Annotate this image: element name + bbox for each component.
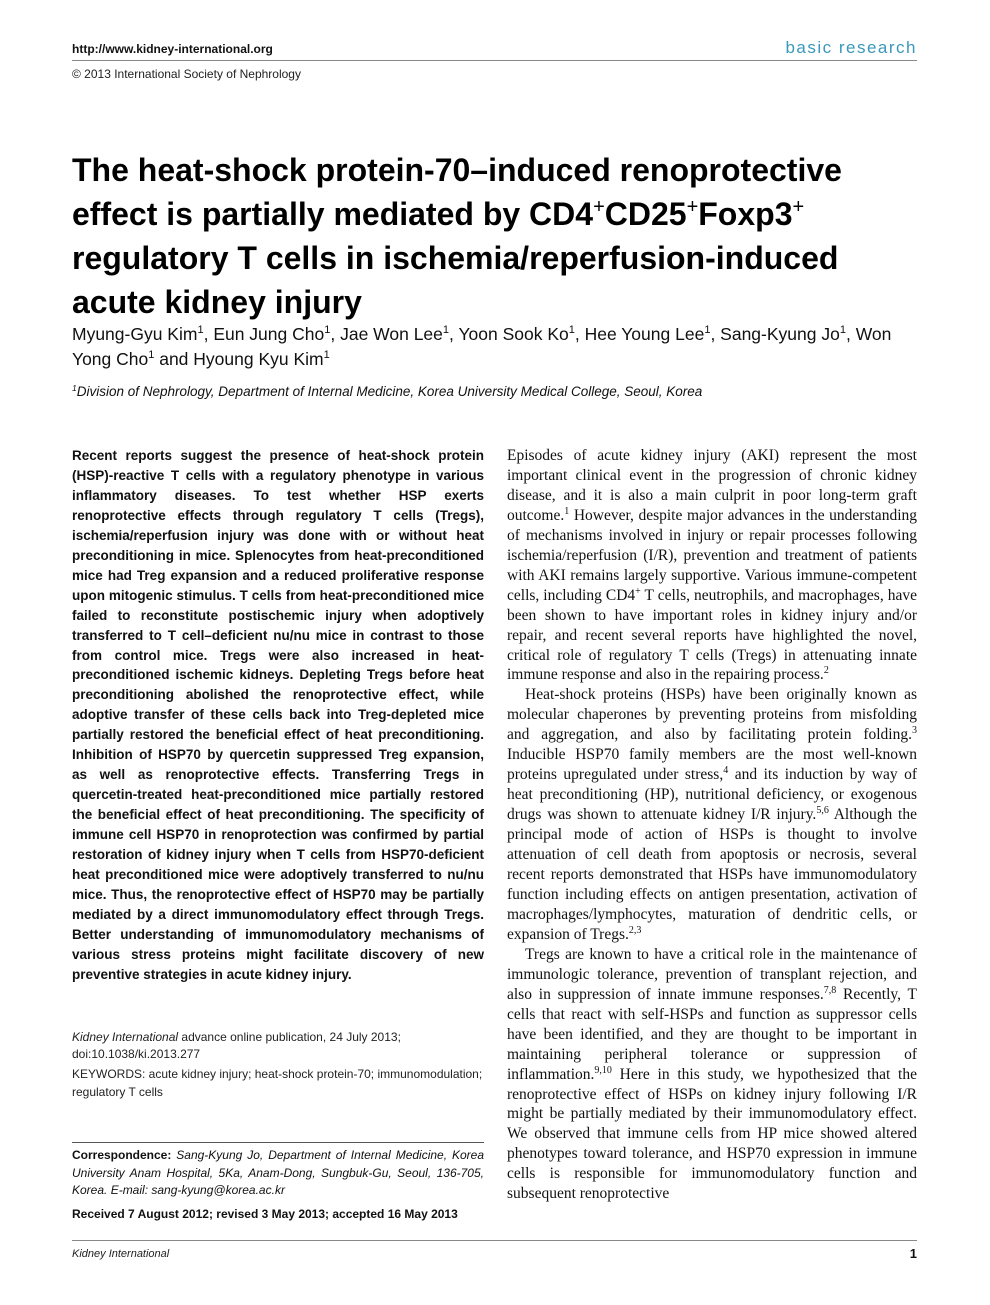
citation[interactable]: 9,10: [594, 1064, 612, 1076]
correspondence-divider: [72, 1142, 484, 1143]
author: Myung-Gyu Kim$^1$,: [72, 324, 214, 344]
citation[interactable]: 2,3: [628, 924, 642, 936]
author: Hee Young Lee$^1$,: [584, 324, 721, 344]
received-dates: Received 7 August 2012; revised 3 May 2013; accepted 16 May 2013: [72, 1207, 458, 1221]
journal-url[interactable]: http://www.kidney-international.org: [72, 42, 273, 56]
citation[interactable]: 4: [723, 765, 729, 777]
author: Jae Won Lee$^1$,: [340, 324, 459, 344]
article-title: The heat-shock protein-70–induced renoprotective effect is partially mediated by CD4+CD25+Foxp3+ regulatory T cells in ischemia/reperfusion-induced acute kidney injury: [72, 152, 842, 320]
author: Yoon Sook Ko$^1$,: [458, 324, 585, 344]
affiliation: $^1$Division of Nephrology, Department of Internal Medicine, Korea University Medical College, Seoul, Korea: [72, 383, 703, 399]
footer-journal: Kidney International: [72, 1248, 170, 1260]
paragraph: Episodes of acute kidney injury (AKI) represent the most important clinical event in the progression of chronic kidney disease, and it is also a main culprit in poor long-term graft outcome.$^1$ However, despite major advances in the understanding of mechanisms involved in injury or repair processes following ischemia/reperfusion (I/R), prevention and treatment of patients with AKI remains largely supportive. Various immune-competent cells, including CD4+ T cells, neutrophils, and macrophages, have been shown to have important roles in kidney injury and/or repair, and recent several reports have highlighted the novel, critical role of regulatory T cells (Tregs) in attenuating innate immune response and also in the repairing process.$^2$: [507, 447, 917, 684]
paragraph: Tregs are known to have a critical role in the maintenance of immunologic tolerance, prevention of transplant rejection, and also in suppression of innate immune responses.$^{7,8}$ Recently, T cells that react with self-HSPs and function as suppressor cells have been identified, and they are thought to be important in maintaining peripheral tolerance or suppression of inflammation.$^{9,10}$ Here in this study, we hypothesized that the renoprotective effect of HSPs on kidney injury following I/R might be partially mediated by their immunomodulatory effect. We observed that immune cells from HP mice showed altered phenotypes toward tolerance, and HSP70 expression in immune cells is responsible for immunomodulatory function and subsequent renoprotective: [507, 945, 917, 1203]
citation[interactable]: 1: [564, 505, 570, 517]
author-list: [72, 322, 922, 372]
citation[interactable]: 2: [823, 665, 829, 677]
introduction-text: [507, 446, 917, 1204]
citation[interactable]: 3: [912, 725, 917, 737]
copyright-notice: © 2013 International Society of Nephrology: [72, 67, 301, 81]
keywords: KEYWORDS: acute kidney injury; heat-shock protein-70; immunomodulation; regulatory T cells: [72, 1067, 483, 1099]
header-divider: [72, 60, 917, 61]
citation[interactable]: 5,6: [816, 805, 829, 817]
author: Hyoung Kyu Kim$^1$: [193, 349, 330, 369]
paragraph: Heat-shock proteins (HSPs) have been originally known as molecular chaperones by preventing proteins from misfolding and aggregation, and also by facilitating protein folding.$^3$ Inducible HSP70 family members are the most well-known proteins upregulated under stress,$^4$ and its induction by way of heat preconditioning (HP), nutritional deficiency, or exogenous drugs was shown to attenuate kidney I/R injury.$^{5,6}$ Although the principal mode of action of HSPs is thought to involve attenuation of cell death from apoptosis or necrosis, several recent reports demonstrated that HSPs have immunomodulatory function including effects on antigen presentation, activation of macrophages/lymphocytes, maturation of dendritic cells, or expansion of Tregs.$^{2,3}$: [507, 686, 917, 943]
author: Eun Jung Cho$^1$,: [213, 324, 341, 344]
footer-divider: [72, 1240, 917, 1241]
section-label: basic research: [785, 38, 917, 57]
abstract: Recent reports suggest the presence of heat-shock protein (HSP)-reactive T cells with a regulatory phenotype in various inflammatory diseases. To test whether HSP exerts renoprotective effects through regulatory T cells (Tregs), ischemia/reperfusion injury was done with or without heat preconditioning in mice. Splenocytes from heat-preconditioned mice had Treg expansion and a reduced proliferative response upon mitogenic stimulus. T cells from heat-preconditioned mice failed to reconstitute postischemic injury when adoptively transferred to T cell–deficient nu/nu mice in contrast to those from control mice. Tregs were also increased in heat-preconditioned ischemic kidneys. Depleting Tregs before heat preconditioning abolished the renoprotective effect, while adoptive transfer of these cells back into Treg-depleted mice partially restored the beneficial effect of heat preconditioning. Inhibition of HSP70 by quercetin suppressed Treg expansion, as well as renoprotective effects. Transferring Tregs in quercetin-treated heat-preconditioned mice partially restored the beneficial effect of heat preconditioning. The specificity of immune cell HSP70 in renoprotection was confirmed by partial restoration of kidney injury when T cells from HSP70-deficient heat preconditioned mice were adoptively transferred to nu/nu mice. Thus, the renoprotective effect of HSP70 may be partially mediated by a direct immunomodulatory effect through Tregs. Better understanding of immunomodulatory mechanisms of various stress proteins might facilitate discovery of new preventive strategies in acute kidney injury.: [72, 448, 484, 982]
author: Won Yong Cho$^1$ and: [72, 324, 892, 369]
citation[interactable]: 7,8: [823, 984, 837, 996]
doi-link[interactable]: doi:10.1038/ki.2013.277: [72, 1047, 201, 1061]
correspondence: Correspondence: Sang-Kyung Jo, Department of Internal Medicine, Korea University Anam Hospital, 5Ka, Anam-Dong, Sungbuk-Gu, Seoul, 136-705, Korea. E-mail: sang-kyung@korea.ac.kr: [72, 1148, 484, 1197]
author: Sang-Kyung Jo$^1$,: [720, 324, 856, 344]
journal-name: Kidney International: [72, 1030, 179, 1044]
page-number: 1: [909, 1246, 917, 1261]
publication-info: Kidney International advance online publication, 24 July 2013; doi:10.1038/ki.2013.277: [72, 1030, 401, 1061]
